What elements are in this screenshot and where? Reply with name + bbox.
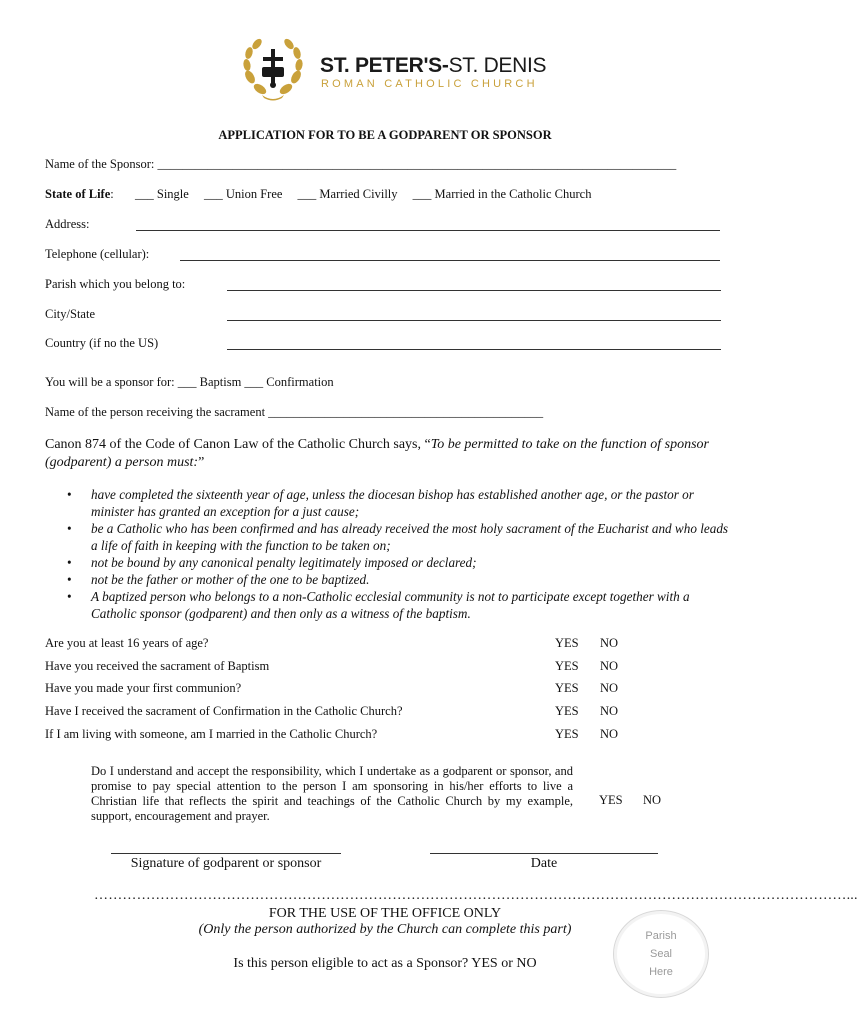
- yes-option[interactable]: YES: [555, 681, 579, 695]
- eligibility-question[interactable]: Is this person eligible to act as a Sponsor? YES or NO: [233, 956, 537, 971]
- church-logo-icon: [240, 37, 306, 103]
- requirements-list: [45, 486, 735, 622]
- requirement-text: have completed the sixteenth year of age, unless the diocesan bishop has established another age, or the pastor or minister has granted an exception for a just cause;: [91, 487, 694, 519]
- state-of-life-colon: :: [110, 187, 114, 201]
- requirement-text: not be the father or mother of the one to be baptized.: [91, 572, 370, 587]
- state-option-union-free[interactable]: ___ Union Free: [203, 187, 283, 201]
- office-use-title: FOR THE USE OF THE OFFICE ONLY: [268, 906, 502, 921]
- state-option-single[interactable]: ___ Single: [135, 187, 189, 201]
- office-use-subtitle: (Only the person authorized by the Church can complete this part): [198, 922, 572, 937]
- canon-intro-italic: To be permitted to take on the function of sponsor (godparent) a person must:: [45, 437, 710, 470]
- yes-option[interactable]: YES: [555, 727, 579, 741]
- church-name-light: ST. DENIS: [448, 54, 547, 77]
- requirement-text: not be bound by any canonical penalty legitimately imposed or declared;: [91, 555, 477, 570]
- requirement-item: [45, 571, 735, 588]
- question-text: If I am living with someone, am I married in the Catholic Church?: [45, 727, 378, 741]
- address-label: Address:: [45, 217, 90, 231]
- sponsor-name-field[interactable]: Name of the Sponsor: ___________________________________________________________________________________: [45, 157, 677, 171]
- date-field[interactable]: [430, 853, 658, 854]
- yes-option[interactable]: YES: [555, 704, 579, 718]
- question-row: [45, 727, 645, 743]
- church-name: [320, 54, 546, 78]
- requirement-item: [45, 554, 735, 571]
- requirement-item: [45, 588, 735, 622]
- form-title: APPLICATION FOR TO BE A GODPARENT OR SPONSOR: [218, 128, 552, 142]
- canon-intro: Canon 874 of the Code of Canon Law of the Catholic Church says, “: [45, 437, 431, 452]
- yes-option[interactable]: YES: [555, 636, 579, 650]
- requirement-item: [45, 486, 735, 520]
- question-text: Have you made your first communion?: [45, 681, 242, 695]
- bullet-icon: •: [67, 572, 72, 587]
- state-option-married-church[interactable]: ___ Married in the Catholic Church: [412, 187, 592, 201]
- state-of-life-label: State of Life: [45, 187, 111, 201]
- question-row: [45, 704, 645, 720]
- church-subtitle: ROMAN CATHOLIC CHURCH: [321, 78, 538, 90]
- requirement-text: be a Catholic who has been confirmed and has already received the most holy sacrament of the Eucharist and who leads a life of faith in keeping with the function to be taken on;: [91, 521, 729, 553]
- no-option[interactable]: NO: [600, 704, 619, 718]
- seal-line: Parish: [645, 930, 677, 942]
- canon-paragraph: [45, 436, 735, 472]
- requirement-text: A baptized person who belongs to a non-Catholic ecclesial community is not to participate except together with a Catholic sponsor (godparent) and then only as a witness of the baptism.: [91, 589, 690, 621]
- bullet-icon: •: [67, 521, 72, 536]
- receiver-name-field[interactable]: Name of the person receiving the sacrament ____________________________________________: [45, 405, 544, 419]
- state-option-married-civilly[interactable]: ___ Married Civilly: [297, 187, 398, 201]
- responsibility-yes-option[interactable]: YES: [599, 793, 623, 807]
- question-row: [45, 681, 645, 697]
- telephone-label: Telephone (cellular):: [45, 247, 150, 261]
- date-label: Date: [530, 856, 558, 871]
- church-name-bold: ST. PETER'S-: [320, 54, 449, 77]
- no-option[interactable]: NO: [600, 659, 619, 673]
- no-option[interactable]: NO: [600, 681, 619, 695]
- telephone-field[interactable]: [180, 260, 720, 261]
- parish-seal-placeholder: [613, 910, 709, 998]
- sponsor-for-field[interactable]: You will be a sponsor for: ___ Baptism ___ Confirmation: [45, 375, 334, 389]
- question-text: Have you received the sacrament of Baptism: [45, 659, 270, 673]
- city-state-label: City/State: [45, 307, 95, 321]
- state-of-life-options: [135, 187, 603, 202]
- question-row: [45, 659, 645, 675]
- seal-line: Seal: [649, 948, 673, 960]
- question-text: Have I received the sacrament of Confirmation in the Catholic Church?: [45, 704, 403, 718]
- yes-option[interactable]: YES: [555, 659, 579, 673]
- state-of-life-row: [45, 187, 114, 202]
- signature-label: Signature of godparent or sponsor: [130, 856, 322, 871]
- responsibility-text: Do I understand and accept the responsibility, which I undertake as a godparent or sponsor, and promise to pay special attention to the person I am sponsoring in his/her efforts to live a Christian life that reflects the spirit and teachings of the Catholic Church by my example, support, encouragement and prayer.: [91, 764, 573, 823]
- requirement-item: [45, 520, 735, 554]
- no-option[interactable]: NO: [600, 636, 619, 650]
- responsibility-no-option[interactable]: NO: [643, 793, 662, 807]
- bullet-icon: •: [67, 589, 72, 604]
- canon-outro: ”: [198, 455, 205, 470]
- signature-field[interactable]: [111, 853, 341, 854]
- question-text: Are you at least 16 years of age?: [45, 636, 209, 650]
- country-field[interactable]: [227, 349, 721, 350]
- parish-label: Parish which you belong to:: [45, 277, 186, 291]
- dotted-divider: ……………………………………………………………………………………………………………………………………………...: [94, 888, 858, 903]
- bullet-icon: •: [67, 487, 72, 502]
- address-field[interactable]: [136, 230, 720, 231]
- parish-field[interactable]: [227, 290, 721, 291]
- city-state-field[interactable]: [227, 320, 721, 321]
- no-option[interactable]: NO: [600, 727, 619, 741]
- question-row: [45, 636, 645, 652]
- bullet-icon: •: [67, 555, 72, 570]
- seal-line: Here: [649, 966, 673, 978]
- country-label: Country (if no the US): [45, 336, 159, 350]
- seal-text: [614, 927, 708, 981]
